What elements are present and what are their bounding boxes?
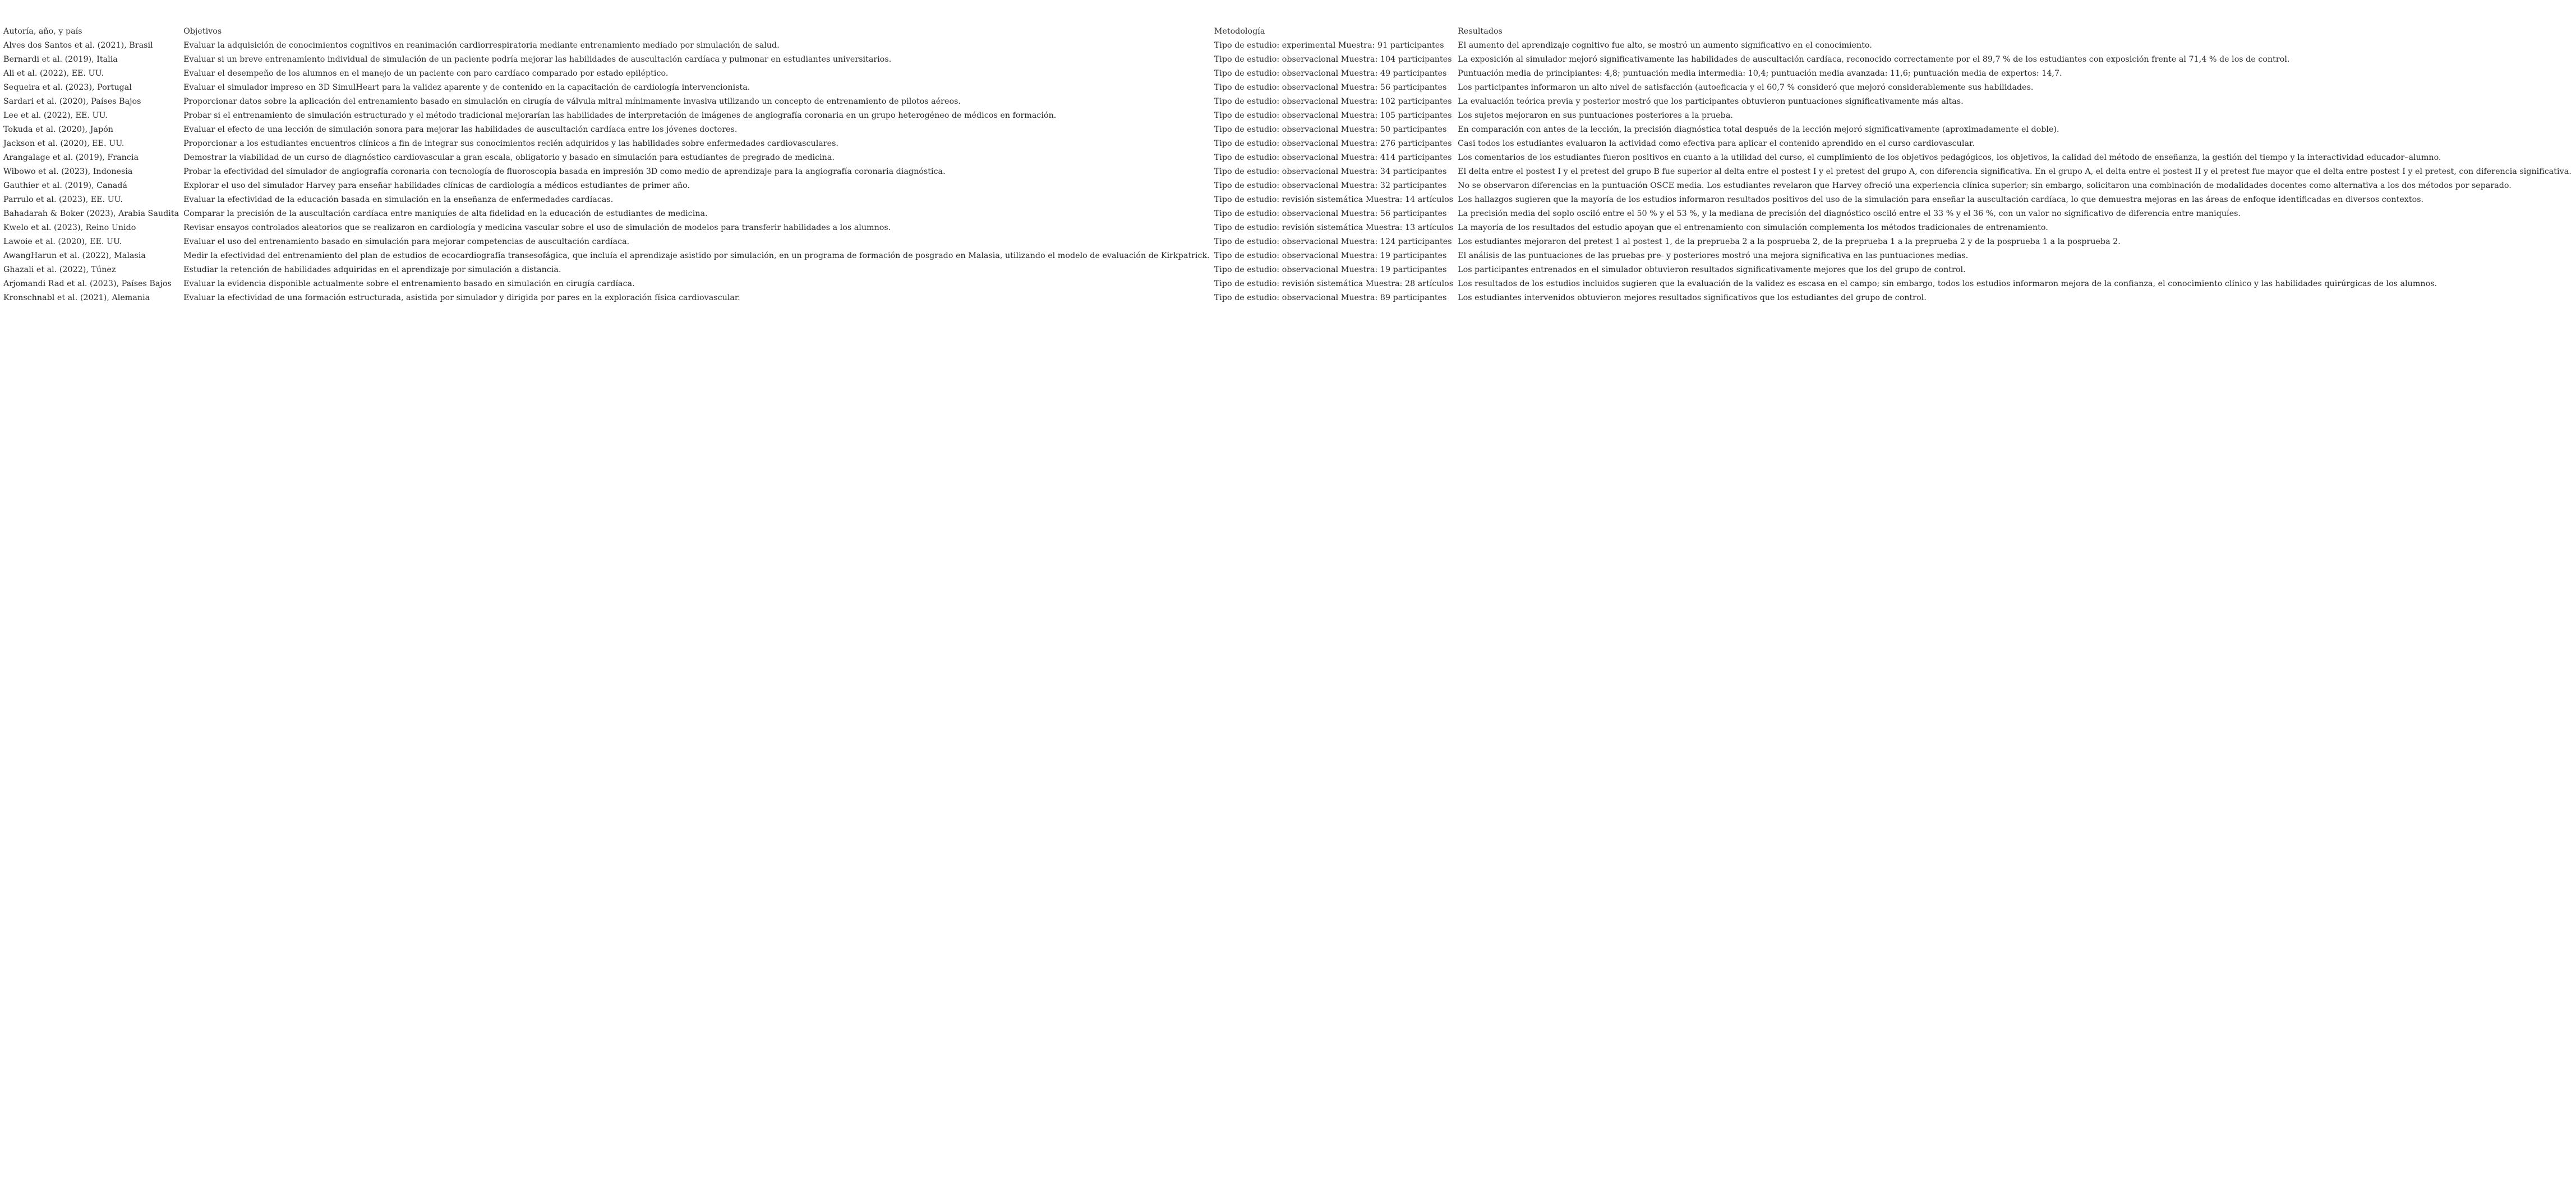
cell-methodology: Tipo de estudio: observacional Muestra: 124 participantes [1214,237,1452,246]
cell-objective: Probar la efectividad del simulador de angiografía coronaria con tecnología de fluoroscopia basada en impresión 3D como medio de aprendizaje para la angiografía coronaria diagnóstica. [183,167,946,176]
studies-table-container [3,25,2576,305]
table-row [3,179,2576,193]
cell-methodology: Tipo de estudio: observacional Muestra: 49 participantes [1214,69,1447,78]
cell-objective: Evaluar el uso del entrenamiento basado en simulación para mejorar competencias de auscultación cardíaca. [183,237,630,246]
studies-table [3,25,2576,305]
cell-methodology: Tipo de estudio: observacional Muestra: 56 participantes [1214,83,1447,92]
header-results: Resultados [1458,27,1503,36]
cell-objective: Probar si el entrenamiento de simulación estructurado y el método tradicional mejorarían las habilidades de interpretación de imágenes de angiografía coronaria en un grupo heterogéneo de médicos en formación. [183,111,1057,120]
table-row [3,221,2576,235]
cell-methodology: Tipo de estudio: observacional Muestra: 276 participantes [1214,139,1452,148]
table-row [3,67,2576,81]
table-row [3,95,2576,109]
table-row [3,123,2576,137]
table-row [3,39,2576,53]
cell-results: Casi todos los estudiantes evaluaron la actividad como efectiva para aplicar el contenido aprendido en el curso cardiovascular. [1458,139,1975,148]
cell-methodology: Tipo de estudio: observacional Muestra: 89 participantes [1214,293,1447,302]
cell-results: Los estudiantes mejoraron del pretest 1 al postest 1, de la prepruebа 2 a la posprueba 2, de la preprueba 1 a la preprueba 2 y de la posprueba 1 a la posprueba 2. [1458,237,2121,246]
cell-author: Sequeira et al. (2023), Portugal [3,83,132,92]
cell-author: Gauthier et al. (2019), Canadá [3,181,127,190]
cell-objective: Estudiar la retención de habilidades adquiridas en el aprendizaje por simulación a distancia. [183,265,561,274]
table-row [3,263,2576,277]
cell-results: La evaluación teórica previa y posterior mostró que los participantes obtuvieron puntuaciones significativamente más altas. [1458,97,1964,106]
table-row [3,207,2576,221]
cell-author: Tokuda et al. (2020), Japón [3,125,113,134]
cell-methodology: Tipo de estudio: observacional Muestra: 102 participantes [1214,97,1452,106]
cell-results: Los participantes entrenados en el simulador obtuvieron resultados significativamente mejores que los del grupo de control. [1458,265,1966,274]
cell-methodology: Tipo de estudio: revisión sistemática Muestra: 28 artículos [1214,279,1454,288]
cell-results: No se observaron diferencias en la puntuación OSCE media. Los estudiantes revelaron que Harvey ofreció una experiencia clínica superior; sin embargo, solicitaron una combinación de modalidades docentes como alternativa a los dos métodos por separado. [1458,181,2512,190]
cell-objective: Evaluar el desempeño de los alumnos en el manejo de un paciente con paro cardíaco comparado por estado epiléptico. [183,69,669,78]
cell-author: Lee et al. (2022), EE. UU. [3,111,108,120]
table-row [3,109,2576,123]
table-row [3,53,2576,67]
header-methodology: Metodología [1214,27,1265,36]
cell-methodology: Tipo de estudio: revisión sistemática Muestra: 13 artículos [1214,223,1454,232]
cell-methodology: Tipo de estudio: experimental Muestra: 91 participantes [1214,41,1444,50]
cell-author: Arjomandi Rad et al. (2023), Países Bajos [3,279,172,288]
cell-methodology: Tipo de estudio: observacional Muestra: 19 participantes [1214,251,1447,260]
table-row [3,193,2576,207]
table-row [3,249,2576,263]
table-header-row [3,25,2576,39]
table-row [3,151,2576,165]
table-row [3,277,2576,291]
cell-objective: Evaluar la evidencia disponible actualmente sobre el entrenamiento basado en simulación en cirugía cardíaca. [183,279,635,288]
cell-author: Jackson et al. (2020), EE. UU. [3,139,125,148]
cell-results: Puntuación media de principiantes: 4,8; puntuación media intermedia: 10,4; puntuación media avanzada: 11,6; puntuación media de expertos: 14,7. [1458,69,2062,78]
cell-results: Los comentarios de los estudiantes fueron positivos en cuanto a la utilidad del curso, el cumplimiento de los objetivos pedagógicos, los objetivos, la calidad del método de enseñanza, la gestión del tiempo y la interactividad educador–alumno. [1458,153,2441,162]
cell-author: Bernardi et al. (2019), Italia [3,55,118,64]
cell-author: Kwelo et al. (2023), Reino Unido [3,223,136,232]
cell-author: Ali et al. (2022), EE. UU. [3,69,104,78]
cell-objective: Evaluar la efectividad de la educación basada en simulación en la enseñanza de enfermedades cardíacas. [183,195,614,204]
cell-author: Kronschnabl et al. (2021), Alemania [3,293,150,302]
cell-author: Sardari et al. (2020), Países Bajos [3,97,141,106]
cell-objective: Evaluar la efectividad de una formación estructurada, asistida por simulador y dirigida por pares en la exploración física cardiovascular. [183,293,740,302]
cell-objective: Proporcionar a los estudiantes encuentros clínicos a fin de integrar sus conocimientos recién adquiridos y las habilidades sobre enfermedades cardiovasculares. [183,139,838,148]
cell-methodology: Tipo de estudio: observacional Muestra: 104 participantes [1214,55,1452,64]
cell-author: Arangalage et al. (2019), Francia [3,153,139,162]
cell-author: Bahadarah & Boker (2023), Arabia Saudita [3,209,179,218]
table-row [3,165,2576,179]
cell-methodology: Tipo de estudio: observacional Muestra: 19 participantes [1214,265,1447,274]
cell-results: La precisión media del soplo osciló entre el 50 % y el 53 %, y la mediana de precisión del diagnóstico osciló entre el 33 % y el 36 %, con un valor no significativo de diferencia entre maniquíes. [1458,209,2241,218]
cell-results: Los sujetos mejoraron en sus puntuaciones posteriores a la prueba. [1458,111,1733,120]
cell-author: AwangHarun et al. (2022), Malasia [3,251,146,260]
cell-objective: Evaluar el efecto de una lección de simulación sonora para mejorar las habilidades de auscultación cardíaca entre los jóvenes doctores. [183,125,738,134]
cell-results: El análisis de las puntuaciones de las pruebas pre- y posteriores mostró una mejora significativa en las puntuaciones medias. [1458,251,1969,260]
cell-methodology: Tipo de estudio: observacional Muestra: 414 participantes [1214,153,1452,162]
cell-author: Parrulo et al. (2023), EE. UU. [3,195,123,204]
table-row [3,291,2576,305]
cell-objective: Proporcionar datos sobre la aplicación del entrenamiento basado en simulación en cirugía de válvula mitral mínimamente invasiva utilizando un concepto de entrenamiento de pilotos aéreos. [183,97,961,106]
cell-objective: Evaluar la adquisición de conocimientos cognitivos en reanimación cardiorrespiratoria mediante entrenamiento mediado por simulación de salud. [183,41,780,50]
table-body [3,39,2576,305]
cell-objective: Comparar la precisión de la auscultación cardíaca entre maniquíes de alta fidelidad en la educación de estudiantes de medicina. [183,209,708,218]
header-author: Autoría, año, y país [3,27,82,36]
cell-results: La exposición al simulador mejoró significativamente las habilidades de auscultación cardíaca, reconocido correctamente por el 89,7 % de los estudiantes con exposición frente al 71,4 % de los de control. [1458,55,2290,64]
cell-methodology: Tipo de estudio: observacional Muestra: 105 participantes [1214,111,1452,120]
cell-results: Los hallazgos sugieren que la mayoría de los estudios informaron resultados positivos del uso de la simulación para enseñar la auscultación cardíaca, lo que demuestra mejoras en las áreas de enfoque identificadas en diversos contextos. [1458,195,2424,204]
table-row [3,235,2576,249]
cell-objective: Explorar el uso del simulador Harvey para enseñar habilidades clínicas de cardiología a médicos estudiantes de primer año. [183,181,690,190]
cell-methodology: Tipo de estudio: observacional Muestra: 34 participantes [1214,167,1447,176]
cell-results: La mayoría de los resultados del estudio apoyan que el entrenamiento con simulación complementa los métodos tradicionales de entrenamiento. [1458,223,2048,232]
cell-methodology: Tipo de estudio: revisión sistemática Muestra: 14 artículos [1214,195,1454,204]
cell-results: Los resultados de los estudios incluidos sugieren que la evaluación de la validez es escasa en el campo; sin embargo, todos los estudios informaron mejora de la confianza, el conocimiento clínico y las habilidades quirúrgicas de los alumnos. [1458,279,2437,288]
cell-author: Ghazali et al. (2022), Túnez [3,265,116,274]
cell-methodology: Tipo de estudio: observacional Muestra: 50 participantes [1214,125,1447,134]
cell-objective: Demostrar la viabilidad de un curso de diagnóstico cardiovascular a gran escala, obligatorio y basado en simulación para estudiantes de pregrado de medicina. [183,153,835,162]
header-objective: Objetivos [183,27,222,36]
cell-objective: Evaluar el simulador impreso en 3D SimulHeart para la validez aparente y de contenido en la capacitación de cardiología intervencionista. [183,83,750,92]
cell-author: Alves dos Santos et al. (2021), Brasil [3,41,153,50]
cell-methodology: Tipo de estudio: observacional Muestra: 32 participantes [1214,181,1447,190]
cell-results: El delta entre el postest I y el pretest del grupo B fue superior al delta entre el postest I y el pretest del grupo A, con diferencia significativa. En el grupo A, el delta entre el postest II y el pretest fue mayor que el delta entre postest I y el pretest, con diferencia significativa. [1458,167,2572,176]
table-row [3,137,2576,151]
cell-methodology: Tipo de estudio: observacional Muestra: 56 participantes [1214,209,1447,218]
cell-author: Wibowo et al. (2023), Indonesia [3,167,133,176]
table-row [3,81,2576,95]
cell-results: Los participantes informaron un alto nivel de satisfacción (autoeficacia y el 60,7 % consideró que mejoró considerablemente sus habilidades. [1458,83,2034,92]
cell-results: Los estudiantes intervenidos obtuvieron mejores resultados significativos que los estudiantes del grupo de control. [1458,293,1927,302]
cell-objective: Evaluar si un breve entrenamiento individual de simulación de un paciente podría mejorar las habilidades de auscultación cardíaca y pulmonar en estudiantes universitarios. [183,55,892,64]
cell-results: En comparación con antes de la lección, la precisión diagnóstica total después de la lección mejoró significativamente (aproximadamente el doble). [1458,125,2059,134]
cell-results: El aumento del aprendizaje cognitivo fue alto, se mostró un aumento significativo en el conocimiento. [1458,41,1872,50]
cell-objective: Revisar ensayos controlados aleatorios que se realizaron en cardiología y medicina vascular sobre el uso de simulación de modelos para transferir habilidades a los alumnos. [183,223,891,232]
cell-author: Lawoie et al. (2020), EE. UU. [3,237,122,246]
cell-objective: Medir la efectividad del entrenamiento del plan de estudios de ecocardiografía transesofágica, que incluía el aprendizaje asistido por simulación, en un programa de formación de posgrado en Malasia, utilizando el modelo de evaluación de Kirkpatrick. [183,251,1210,260]
